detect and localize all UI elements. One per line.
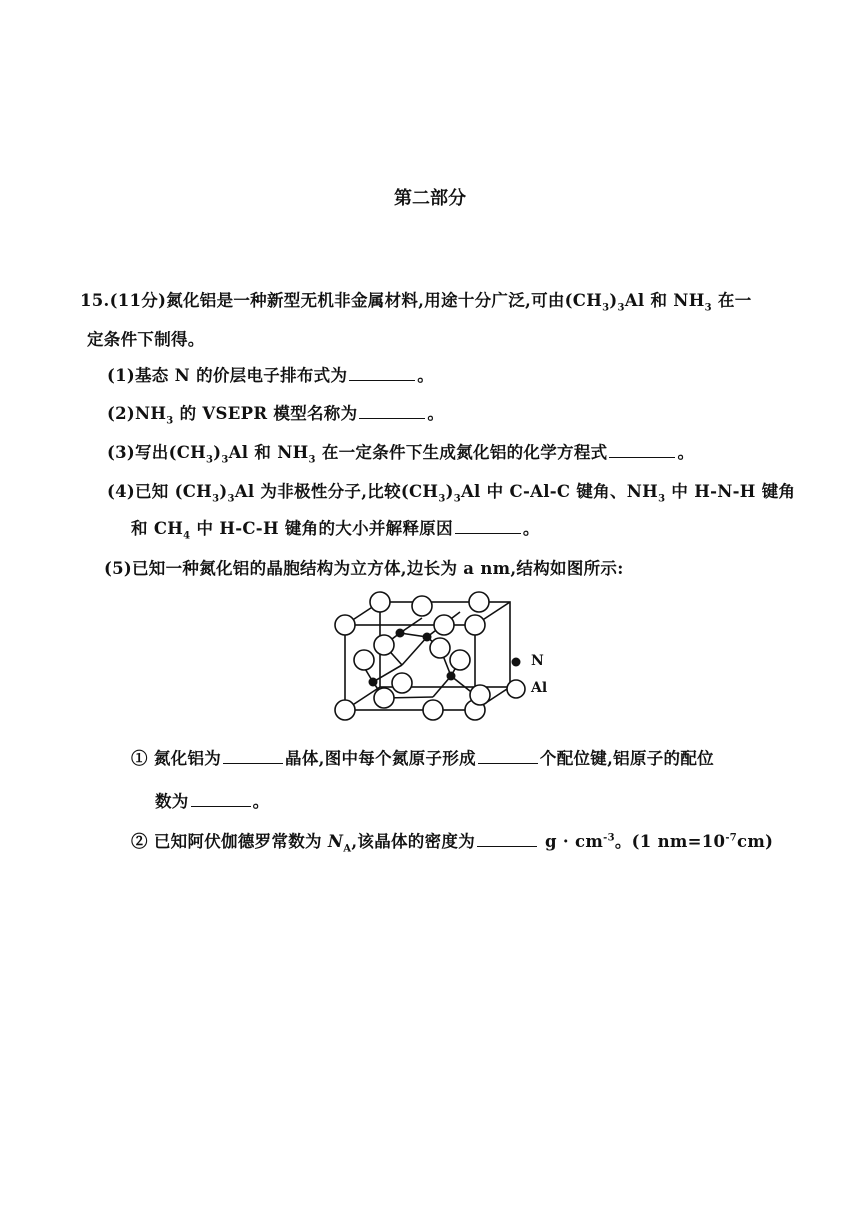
legend-n-label: N bbox=[531, 653, 544, 669]
part-4-text-a: (4)已知 (CH bbox=[107, 482, 213, 501]
legend-al-marker bbox=[507, 680, 525, 698]
answer-blank-4[interactable] bbox=[455, 519, 521, 534]
part-1-text: (1)基态 N 的价层电子排布式为 bbox=[107, 366, 348, 385]
answer-blank-6[interactable] bbox=[478, 749, 538, 764]
avogadro-symbol: N bbox=[327, 832, 344, 851]
part-3-text-a: (3)写出(CH bbox=[107, 443, 207, 462]
sub-2-text-d: cm) bbox=[737, 832, 774, 851]
subscript: 3 bbox=[166, 415, 174, 427]
part-3-paren: ) bbox=[213, 443, 222, 462]
density-unit: g · cm bbox=[539, 832, 604, 851]
part-1 bbox=[107, 362, 434, 386]
part-4 bbox=[107, 478, 796, 505]
subscript: 4 bbox=[183, 530, 191, 542]
part-4-text-c: Al 中 C-Al-C 键角、NH bbox=[460, 482, 659, 501]
subscript: 3 bbox=[221, 454, 229, 466]
period: 。 bbox=[522, 519, 540, 538]
part-2 bbox=[107, 400, 445, 427]
answer-blank-5[interactable] bbox=[223, 749, 283, 764]
section-title: 第二部分 bbox=[394, 188, 466, 209]
sub-1-text-a: ① 氮化铝为 bbox=[131, 749, 222, 768]
subscript: 3 bbox=[308, 454, 316, 466]
superscript: -7 bbox=[725, 832, 738, 844]
part-4-paren-2: ) bbox=[445, 482, 454, 501]
part-4-text-b: Al 为非极性分子,比较(CH bbox=[234, 482, 439, 501]
part-3 bbox=[107, 439, 695, 466]
sub-2-text-b: ,该晶体的密度为 bbox=[351, 832, 475, 851]
part-4-line2-a: 和 CH bbox=[131, 519, 184, 538]
part-4-text-d: 中 H-N-H 键角 bbox=[665, 482, 796, 501]
legend-n-marker bbox=[512, 658, 521, 667]
subscript: 3 bbox=[617, 302, 625, 314]
period: 。 bbox=[252, 792, 270, 811]
question-points: (11分) bbox=[109, 291, 167, 310]
stem-text-4: 在一 bbox=[711, 291, 752, 310]
sub-question-1 bbox=[131, 745, 714, 769]
crystal-cell-figure bbox=[330, 590, 560, 725]
part-3-text-b: Al 和 NH bbox=[228, 443, 309, 462]
answer-blank-7[interactable] bbox=[191, 792, 251, 807]
answer-blank-1[interactable] bbox=[349, 366, 415, 381]
stem-text-3: Al 和 NH bbox=[624, 291, 705, 310]
part-4-line2 bbox=[131, 515, 540, 542]
sub-1-text-b: 晶体,图中每个氮原子形成 bbox=[285, 749, 476, 768]
subscript: A bbox=[343, 843, 352, 855]
part-3-text-c: 在一定条件下生成氮化铝的化学方程式 bbox=[315, 443, 608, 462]
subscript: 3 bbox=[453, 493, 461, 505]
sub-question-2 bbox=[131, 828, 774, 855]
stem-text-2: ) bbox=[609, 291, 618, 310]
period: 。 bbox=[677, 443, 695, 462]
part-2-text-b: 的 VSEPR 模型名称为 bbox=[173, 404, 358, 423]
sub-1-line2-text: 数为 bbox=[155, 792, 189, 811]
period: 。 bbox=[427, 404, 445, 423]
subscript: 3 bbox=[602, 302, 610, 314]
part-4-line2-b: 中 H-C-H 键角的大小并解释原因 bbox=[190, 519, 453, 538]
subscript: 3 bbox=[704, 302, 712, 314]
answer-blank-2[interactable] bbox=[359, 404, 425, 419]
subscript: 3 bbox=[658, 493, 666, 505]
superscript: -3 bbox=[603, 832, 615, 844]
sub-2-text-c: 。(1 nm=10 bbox=[614, 832, 726, 851]
part-4-paren: ) bbox=[219, 482, 228, 501]
unit-cell-diagram bbox=[330, 590, 560, 725]
subscript: 3 bbox=[227, 493, 235, 505]
answer-blank-3[interactable] bbox=[609, 443, 675, 458]
subscript: 3 bbox=[212, 493, 220, 505]
stem-text-1: 氮化铝是一种新型无机非金属材料,用途十分广泛,可由(CH bbox=[166, 291, 603, 310]
part-2-text-a: (2)NH bbox=[107, 404, 167, 423]
question-number: 15. bbox=[80, 291, 110, 310]
subscript: 3 bbox=[438, 493, 446, 505]
question-15-stem-line2: 定条件下制得。 bbox=[87, 330, 205, 349]
subscript: 3 bbox=[206, 454, 214, 466]
sub-question-1-line2 bbox=[155, 788, 269, 812]
sub-1-text-c: 个配位键,铝原子的配位 bbox=[539, 749, 714, 768]
period: 。 bbox=[417, 366, 435, 385]
answer-blank-8[interactable] bbox=[477, 832, 537, 847]
question-15-stem bbox=[80, 287, 752, 314]
part-5: (5)已知一种氮化铝的晶胞结构为立方体,边长为 a nm,结构如图所示: bbox=[104, 559, 624, 578]
legend-al-label: Al bbox=[531, 680, 548, 696]
sub-2-text-a: ② 已知阿伏伽德罗常数为 bbox=[131, 832, 328, 851]
